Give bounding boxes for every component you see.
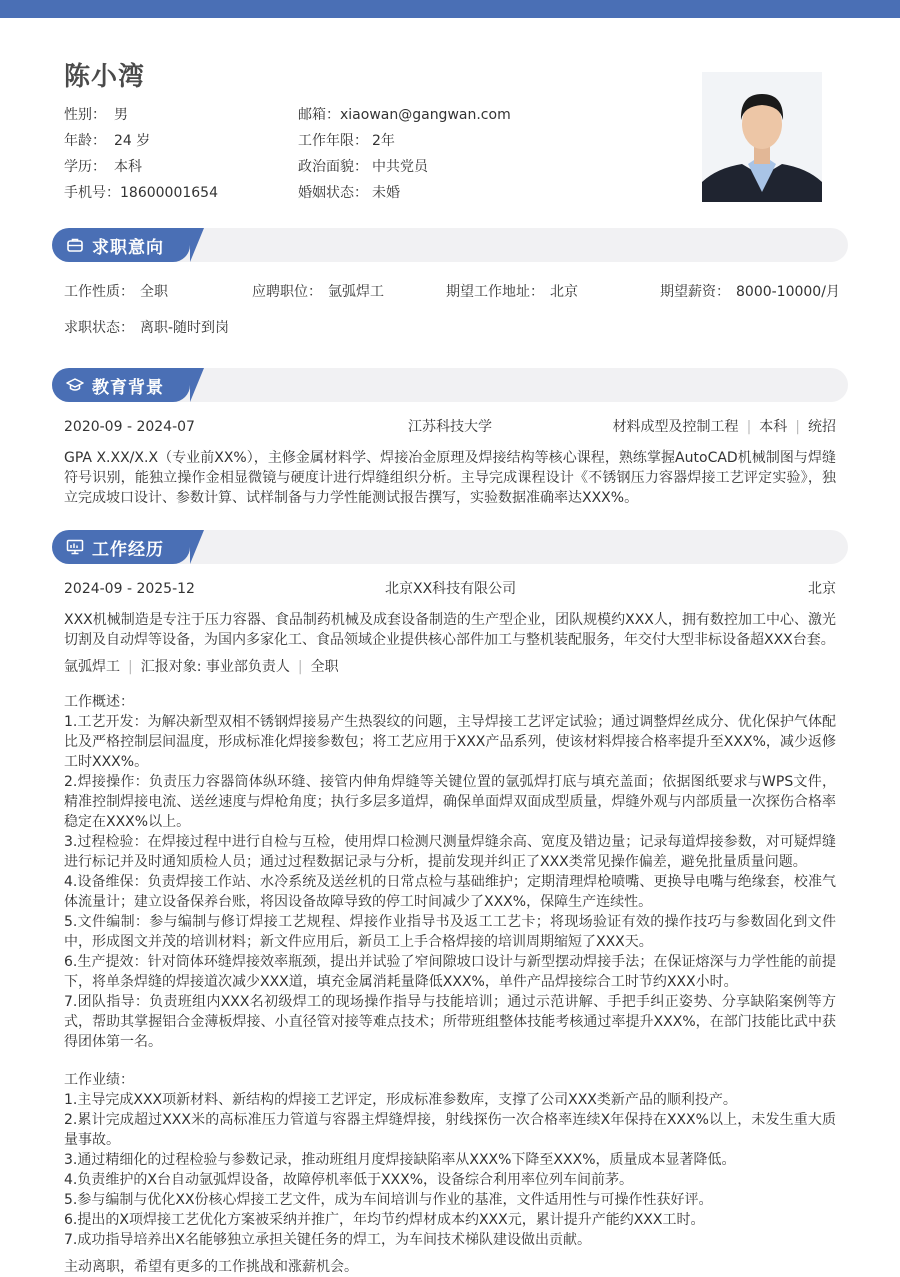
intent-position: 应聘职位： 氩弧焊工: [252, 284, 384, 300]
company-description: XXX机械制造是专注于压力容器、食品制药机械及成套设备制造的生产型企业，团队规模约XXX人，拥有数控加工中心、激光切割及自动焊等设备，为国内多家化工、食品领域企业提供核心部件加工与整机装配服务，年交付大型非标设备超XXX台套。: [64, 612, 836, 648]
section-title-work: 工作经历: [92, 539, 164, 560]
intent-status: 求职状态： 离职-随时到岗: [64, 320, 230, 336]
edu-major-degree: 材料成型及控制工程 | 本科 | 统招: [612, 419, 836, 435]
achievement-item: 1.主导完成XXX项新材料、新结构的焊接工艺评定，形成标准参数库，支撑了公司XXX类新产品的顺利投产。: [64, 1092, 737, 1108]
years-row: 工作年限： 2年: [298, 133, 395, 149]
achievement-item: 6.提出的X项焊接工艺优化方案被采纳并推广，年均节约焊材成本约XXX元，累计提升产能约XXX工时。: [64, 1212, 705, 1228]
intent-location: 期望工作地址： 北京: [446, 284, 578, 300]
email-row: 邮箱：xiaowan@gangwan.com: [298, 107, 511, 123]
overview-item: 7.团队指导：负责班组内XXX名初级焊工的现场操作指导与技能培训；通过示范讲解、手把手纠正姿势、分享缺陷案例等方式，帮助其掌握铝合金薄板焊接、小直径管对接等难点技术；所带班组整体技能考核通过率提升XXX%，在部门技能比武中获得团体第一名。: [64, 994, 836, 1050]
marriage-row: 婚姻状态： 未婚: [298, 185, 400, 201]
section-bar-intent: [52, 228, 848, 262]
section-tab-education: [52, 368, 190, 402]
leave-reason: 主动离职，希望有更多的工作挑战和涨薪机会。: [64, 1259, 358, 1275]
education-row: 学历： 本科: [64, 159, 142, 175]
overview-item: 1.工艺开发：为解决新型双相不锈钢焊接易产生热裂纹的问题，主导焊接工艺评定试验；通过调整焊丝成分、优化保护气体配比及严格控制层间温度，形成标准化焊接参数包；将工艺应用于XXX产品系列，使该材料焊接合格率提升至XXX%，减少返修工时XXX%。: [64, 714, 836, 770]
achievement-item: 3.通过精细化的过程检验与参数记录，推动班组月度焊接缺陷率从XXX%下降至XXX%，质量成本显著降低。: [64, 1152, 736, 1168]
work-achievements: [64, 1070, 836, 1250]
portrait-photo: [702, 72, 822, 202]
overview-item: 5.文件编制：参与编制与修订焊接工艺规程、焊接作业指导书及返工工艺卡；将现场验证有效的操作技巧与参数固化到文件中，形成图文并茂的培训材料；新文件应用后，新员工上手合格焊接的培训周期缩短了XXX天。: [64, 914, 836, 950]
overview-item: 4.设备维保：负责焊接工作站、水冷系统及送丝机的日常点检与基础维护；定期清理焊枪喷嘴、更换导电嘴与绝缘套，校准气体流量计；建立设备保养台账，将因设备故障导致的停工时间减少了XXX%，保障生产连续性。: [64, 874, 836, 910]
work-company: 北京XX科技有限公司: [385, 581, 517, 597]
achievement-item: 2.累计完成超过XXX米的高标准压力管道与容器主焊缝焊接，射线探伤一次合格率连续X年保持在XXX%以上，未发生重大质量事故。: [64, 1112, 836, 1148]
briefcase-icon: [66, 236, 84, 254]
section-bar-education: [52, 368, 848, 402]
gender-row: 性别： 男: [64, 107, 128, 123]
work-period: 2024-09 - 2025-12: [64, 581, 195, 597]
intent-salary: 期望薪资： 8000-10000/月: [660, 284, 840, 300]
overview-title: 工作概述：: [64, 694, 134, 710]
intent-nature: 工作性质： 全职: [64, 284, 168, 300]
section-tab-intent: [52, 228, 190, 262]
work-overview: [64, 692, 836, 1052]
work-city: 北京: [808, 581, 836, 597]
overview-item: 2.焊接操作：负责压力容器筒体纵环缝、接管内伸角焊缝等关键位置的氩弧焊打底与填充盖面；依据图纸要求与WPS文件，精准控制焊接电流、送丝速度与焊枪角度；执行多层多道焊，确保单面焊双面成型质量，焊缝外观与内部质量一次探伤合格率稳定在XXX%以上。: [64, 774, 836, 830]
achievement-item: 4.负责维护的X台自动氩弧焊设备，故障停机率低于XXX%，设备综合利用率位列车间前茅。: [64, 1172, 634, 1188]
edu-description: GPA X.XX/X.X（专业前XX%），主修金属材料学、焊接冶金原理及焊接结构等核心课程，熟练掌握AutoCAD机械制图与焊缝符号识别，能独立操作金相显微镜与硬度计进行焊缝组织分析。主导完成课程设计《不锈钢压力容器焊接工艺评定实验》，独立完成坡口设计、参数计算、试样制备与力学性能测试报告撰写，实验数据准确率达XXX%。: [64, 450, 836, 506]
achievements-title: 工作业绩：: [64, 1072, 134, 1088]
phone-row: 手机号：18600001654: [64, 185, 218, 201]
graduation-cap-icon: [66, 376, 84, 394]
edu-school: 江苏科技大学: [408, 419, 492, 435]
work-role-line: 氩弧焊工 | 汇报对象: 事业部负责人 | 全职: [64, 659, 339, 675]
section-bar-work: [52, 530, 848, 564]
section-title-intent: 求职意向: [92, 237, 164, 258]
candidate-name: 陈小湾: [64, 62, 146, 92]
monitor-chart-icon: [66, 538, 84, 556]
overview-item: 3.过程检验：在焊接过程中进行自检与互检，使用焊口检测尺测量焊缝余高、宽度及错边量；记录每道焊接参数，对可疑焊缝进行标记并及时通知质检人员；通过过程数据记录与分析，提前发现并纠正了XXX类常见操作偏差，避免批量质量问题。: [64, 834, 836, 870]
top-accent-bar: [0, 0, 900, 18]
edu-period: 2020-09 - 2024-07: [64, 419, 195, 435]
achievement-item: 5.参与编制与优化XX份核心焊接工艺文件，成为车间培训与作业的基准，文件适用性与可操作性获好评。: [64, 1192, 713, 1208]
politics-row: 政治面貌： 中共党员: [298, 159, 428, 175]
overview-item: 6.生产提效：针对筒体环缝焊接效率瓶颈，提出并试验了窄间隙坡口设计与新型摆动焊接手法；在保证熔深与力学性能的前提下，将单条焊缝的焊接道次减少XXX道，填充金属消耗量降低XXX%，单件产品焊接综合工时节约XXX小时。: [64, 954, 836, 990]
section-title-education: 教育背景: [92, 377, 164, 398]
age-row: 年龄： 24 岁: [64, 133, 151, 149]
achievement-item: 7.成功指导培养出X名能够独立承担关键任务的焊工，为车间技术梯队建设做出贡献。: [64, 1232, 591, 1248]
section-tab-work: [52, 530, 190, 564]
